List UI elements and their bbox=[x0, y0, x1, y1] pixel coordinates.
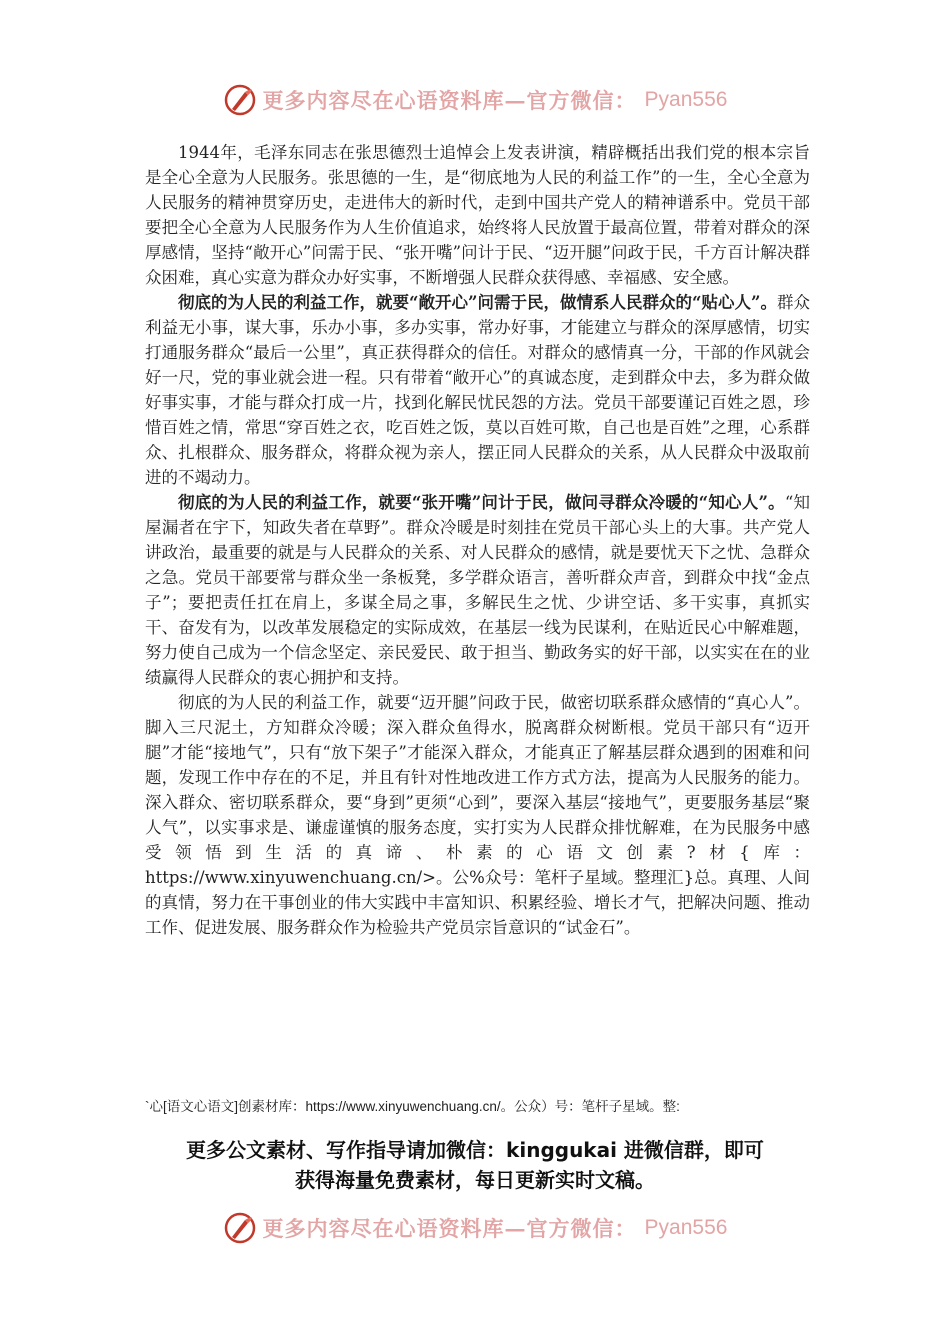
header-logo-group bbox=[223, 83, 728, 117]
footer-logo-group bbox=[223, 1211, 728, 1245]
paragraph-text: “知屋漏者在宇下，知政失者在草野”。群众冷暖是时刻挂在党员干部心头上的大事。共产党人讲政治，最重要的就是与人民群众的关系、对人民群众的感情，就是要忧天下之忧、急群众之急。党员干部要常与群众坐一条板凳，多学群众语言，善听群众声音，到群众中找“金点子”；要把责任扛在肩上，多谋全局之事，多解民生之忧、少讲空话、多干实事，真抓实干、奋发有为，以改革发展稳定的实际成效，在基层一线为民谋利，在贴近民心中解难题，努力使自己成为一个信念坚定、亲民爱民、敢于担当、勤政务实的好干部，以实实在在的业绩赢得人民群众的衷心拥护和支持。 bbox=[145, 493, 811, 687]
quill-logo-icon bbox=[223, 1211, 257, 1245]
promo-line-1: 更多公文素材、写作指导请加微信：kinggukai 进微信群，即可 bbox=[186, 1138, 764, 1162]
header-banner-text: 更多内容尽在心语资料库—官方微信： bbox=[262, 88, 637, 113]
footer-banner-wechat-id: Pyan556 bbox=[644, 1216, 728, 1239]
article-body bbox=[145, 140, 810, 940]
article-paragraph bbox=[145, 490, 810, 690]
promo-block bbox=[120, 1135, 830, 1195]
paragraph-lead: 彻底的为人民的利益工作，就要“敞开心”问需于民，做情系人民群众的“贴心人”。 bbox=[178, 293, 777, 312]
promo-line-2: 获得海量免费素材，每日更新实时文稿。 bbox=[295, 1168, 655, 1192]
paragraph-lead: 彻底的为人民的利益工作，就要“张开嘴”问计于民，做问寻群众冷暖的“知心人”。 bbox=[178, 493, 785, 512]
article-paragraph bbox=[145, 290, 810, 490]
footer-banner bbox=[0, 1208, 950, 1248]
article-paragraph bbox=[145, 690, 810, 940]
paragraph-text: 群众利益无小事，谋大事，乐办小事，多办实事，常办好事，才能建立与群众的深厚感情，切实打通服务群众“最后一公里”，真正获得群众的信任。对群众的感情真一分，干部的作风就会好一尺，党的事业就会进一程。只有带着“敞开心”的真诚态度，走到群众中去，多为群众做好事实事，才能与群众打成一片，找到化解民忧民怨的方法。党员干部要谨记百姓之恩，珍惜百姓之情，常思“穿百姓之衣，吃百姓之饭，莫以百姓可欺，自己也是百姓”之理，心系群众、扎根群众、服务群众，将群众视为亲人，摆正同人民群众的关系，从人民群众中汲取前进的不竭动力。 bbox=[145, 293, 811, 487]
paragraph-text: 彻底的为人民的利益工作，就要“迈开腿”问政于民，做密切联系群众感情的“真心人”。脚入三尺泥土，方知群众冷暖；深入群众鱼得水，脱离群众树断根。党员干部只有“迈开腿”才能“接地气”，只有“放下架子”才能深入群众，才能真正了解基层群众遇到的困难和问题，发现工作中存在的不足，并且有针对性地改进工作方式方法，提高为人民服务的能力。深入群众、密切联系群众，要“身到”更须“心到”，要深入基层“接地气”，更要服务基层“聚人气”，以实事求是、谦虚谨慎的服务态度，实打实为人民群众排忧解难，在为民服务中感受领悟到生活的真谛、朴素的心语文创素?材{库：https://www.xinyuwenchuang.cn/>。公%众号：笔杆子星域。整理汇}总。真理、人间的真情，努力在干事创业的伟大实践中丰富知识、积累经验、增长才气，把解决问题、推动工作、促进发展、服务群众作为检验共产党员宗旨意识的“试金石”。 bbox=[145, 693, 810, 937]
header-banner bbox=[0, 80, 950, 120]
source-line: `心[语文心语文]创素材库：https://www.xinyuwenchuang.cn/。公众）号：笔杆子星域。整: bbox=[145, 1099, 680, 1114]
quill-logo-icon bbox=[223, 83, 257, 117]
header-banner-wechat-id: Pyan556 bbox=[644, 88, 728, 111]
article-paragraph bbox=[145, 140, 810, 290]
footer-banner-text: 更多内容尽在心语资料库—官方微信： bbox=[262, 1216, 637, 1241]
paragraph-text: 1944年，毛泽东同志在张思德烈士追悼会上发表讲演，精辟概括出我们党的根本宗旨是全心全意为人民服务。张思德的一生，是“彻底地为人民的利益工作”的一生，全心全意为人民服务的精神贯穿历史，走进伟大的新时代，走到中国共产党人的精神谱系中。党员干部要把全心全意为人民服务作为人生价值追求，始终将人民放置于最高位置，带着对群众的深厚感情，坚持“敞开心”问需于民、“张开嘴”问计于民、“迈开腿”问政于民，千方百计解决群众困难，真心实意为群众办好实事，不断增强人民群众获得感、幸福感、安全感。 bbox=[145, 143, 810, 287]
